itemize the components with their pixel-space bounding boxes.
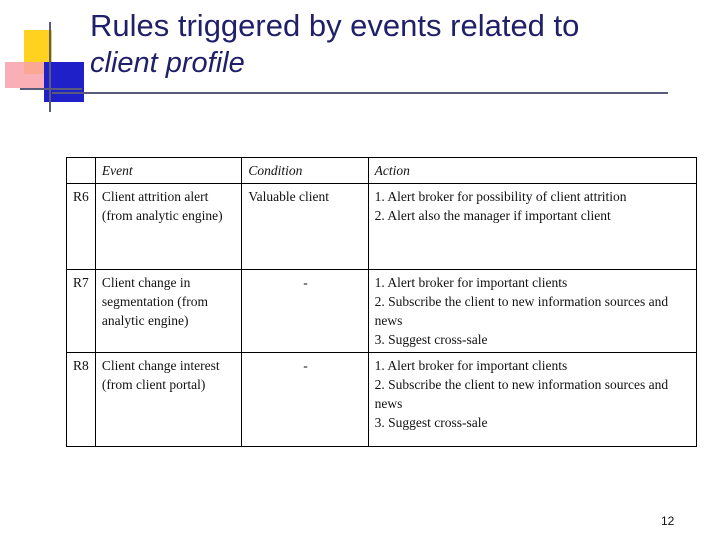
rule-event: Client attrition alert (from analytic engine) — [95, 184, 242, 270]
rule-action: 2. Alert also the manager if important client — [374, 208, 611, 223]
rule-id: R8 — [67, 353, 96, 447]
rule-event: Client change interest (from client portal) — [95, 353, 242, 447]
rule-action: 3. Suggest cross-sale — [374, 332, 488, 347]
header-condition: Condition — [242, 158, 368, 184]
rule-action: 1. Alert broker for important clients — [374, 275, 568, 290]
rule-condition: - — [242, 353, 368, 447]
table-row — [67, 184, 697, 270]
table-row — [67, 353, 697, 447]
rule-action: 3. Suggest cross-sale — [374, 415, 488, 430]
title-underline-rule — [52, 92, 668, 94]
rule-action: 2. Subscribe the client to new information sources and news — [374, 377, 669, 411]
table-row — [67, 270, 697, 353]
rule-id: R7 — [67, 270, 96, 353]
rules-table — [66, 157, 697, 447]
rule-condition: - — [242, 270, 368, 353]
page-number: 12 — [661, 514, 675, 528]
slide-title — [90, 10, 579, 78]
rule-event: Client change in segmentation (from analytic engine) — [95, 270, 242, 353]
decorative-red-square — [5, 62, 45, 88]
rule-actions — [368, 184, 696, 270]
table-header-row — [67, 158, 697, 184]
rule-action: 1. Alert broker for possibility of client attrition — [374, 189, 627, 204]
slide-title-line2: client profile — [90, 47, 245, 79]
rule-id: R6 — [67, 184, 96, 270]
rule-action: 1. Alert broker for important clients — [374, 358, 568, 373]
rule-action: 2. Subscribe the client to new information sources and news — [374, 294, 669, 328]
rule-condition: Valuable client — [242, 184, 368, 270]
decorative-vertical-line — [49, 22, 51, 112]
header-action: Action — [368, 158, 696, 184]
header-id — [67, 158, 96, 184]
decorative-horizontal-line — [20, 88, 82, 90]
rule-actions — [368, 270, 696, 353]
slide-title-line1: Rules triggered by events related to — [90, 8, 580, 43]
header-event: Event — [95, 158, 242, 184]
rule-actions — [368, 353, 696, 447]
